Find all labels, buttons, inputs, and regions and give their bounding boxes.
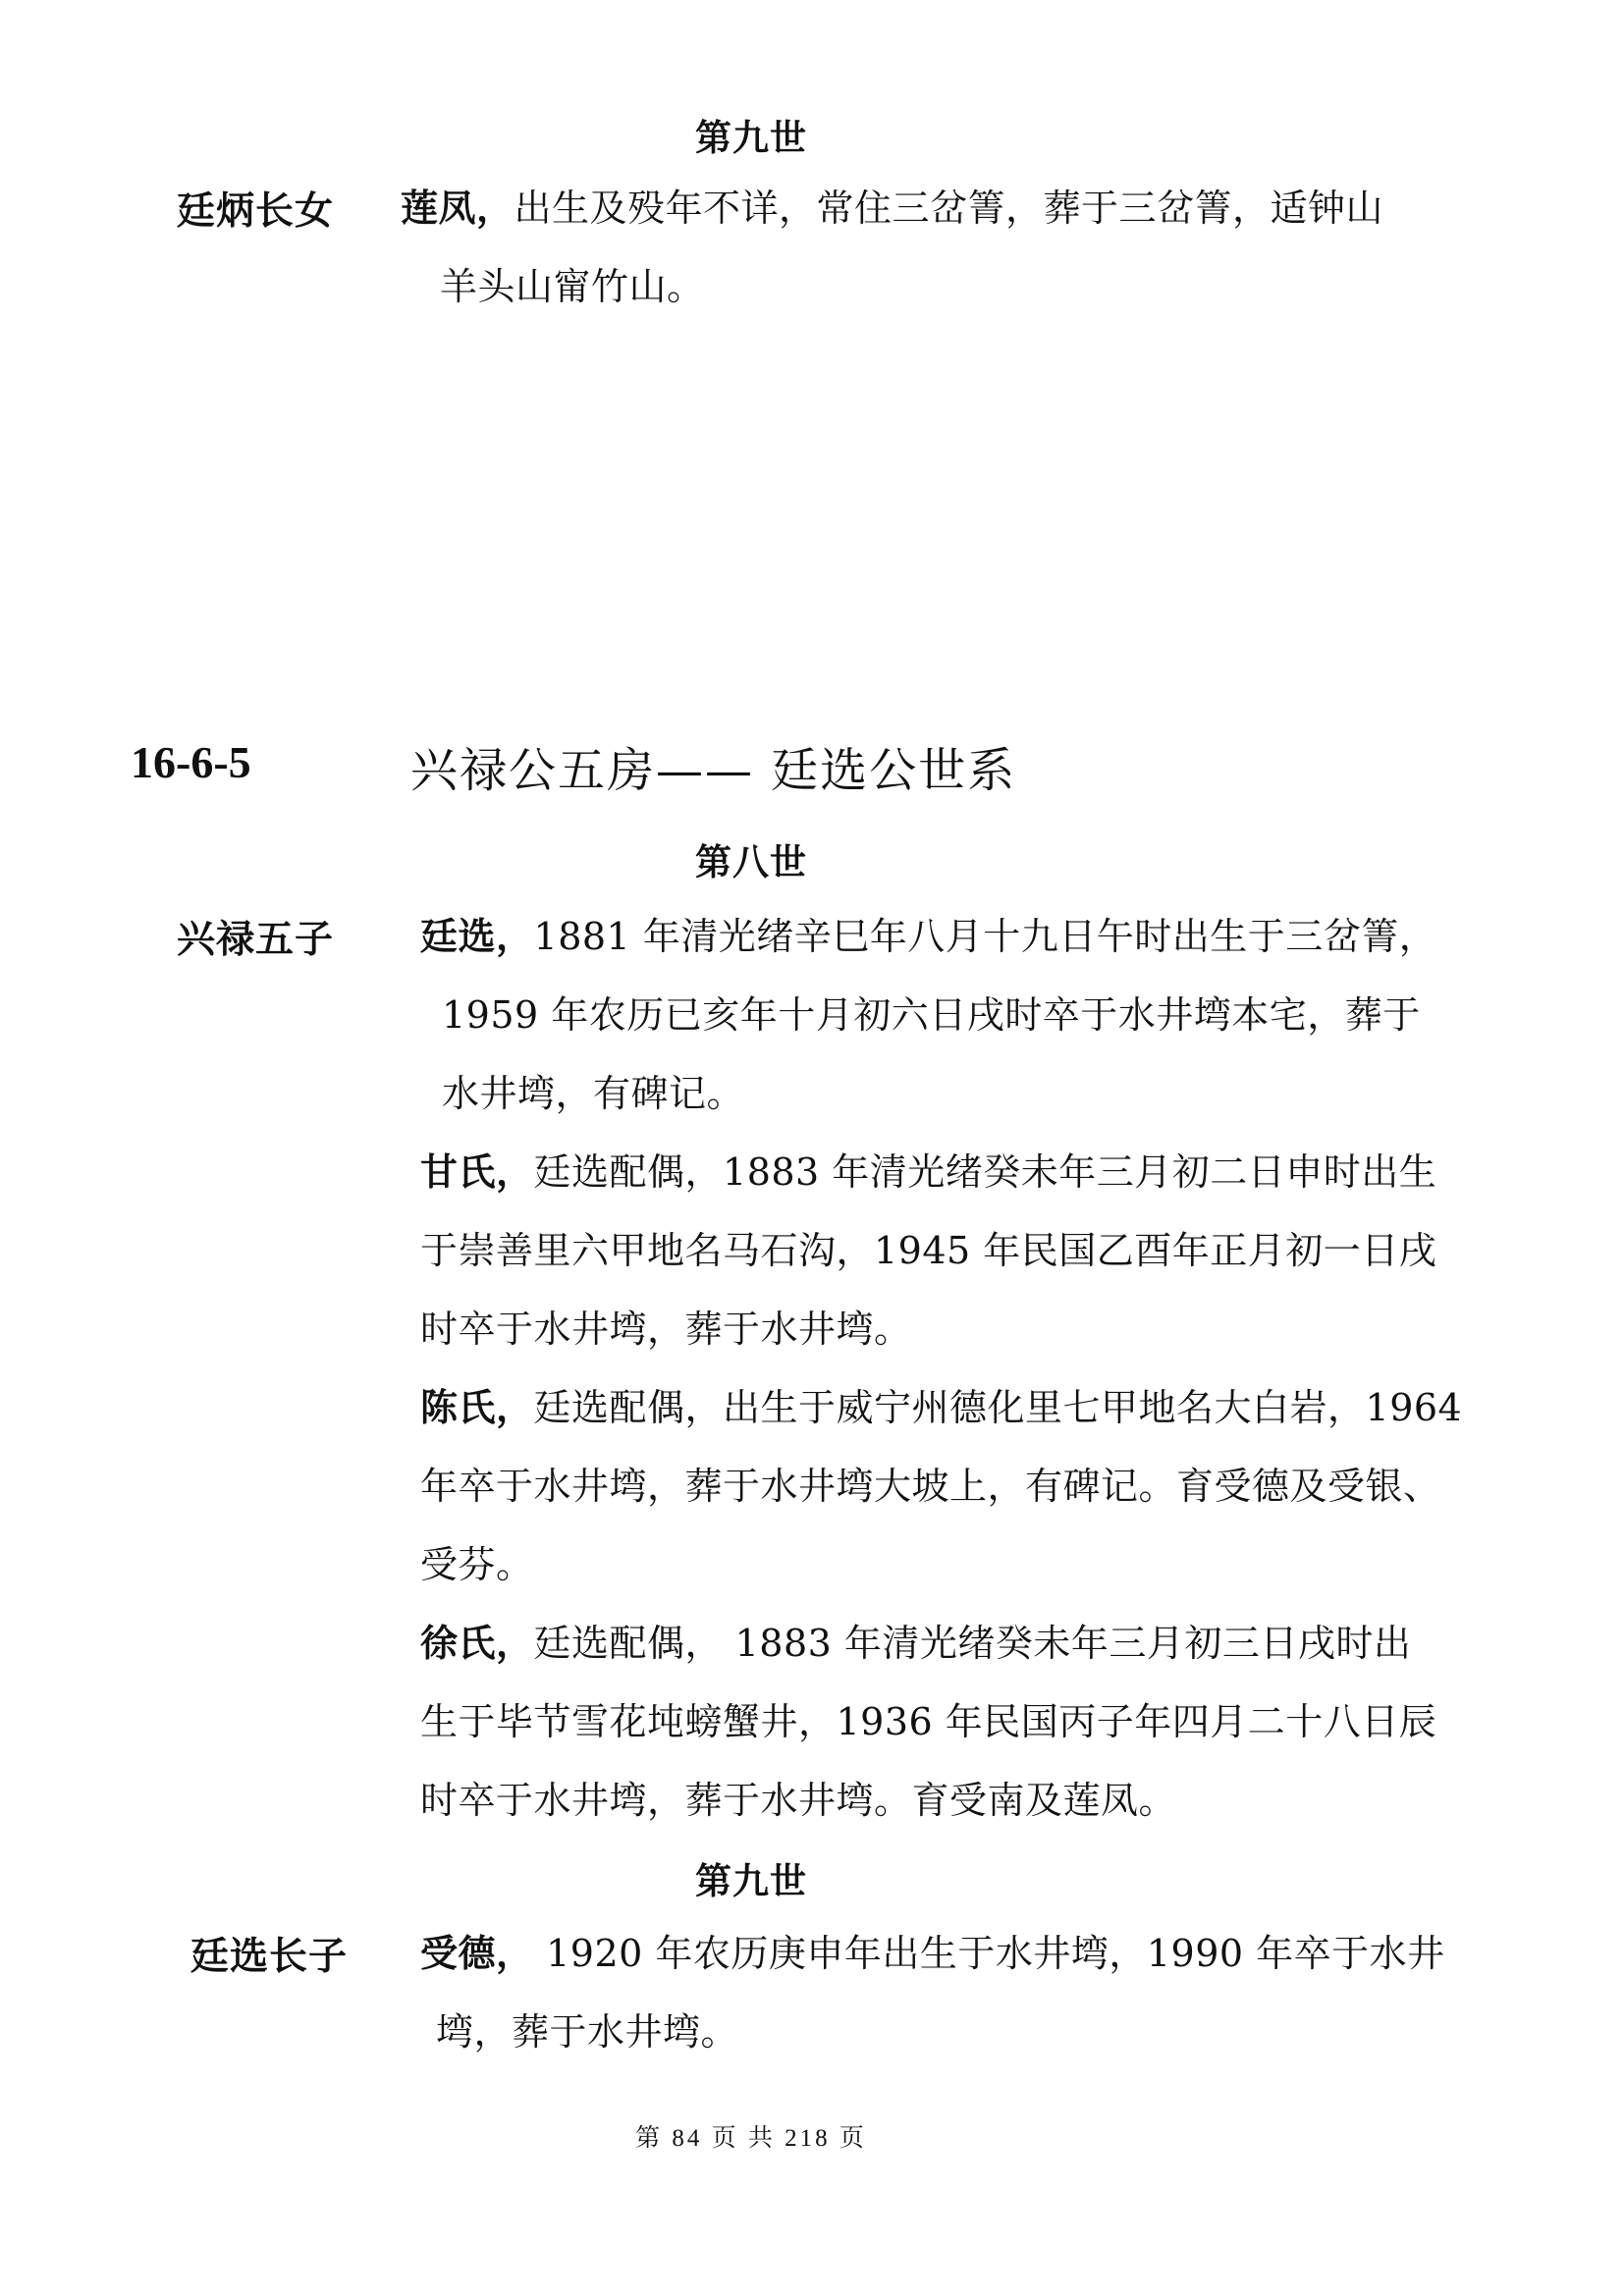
entry-spouse-xu (420, 1604, 1436, 1840)
person-name: 莲凤， (401, 186, 514, 230)
entry-line: 时卒于水井塆，葬于水井塆。育受南及莲凤。 (420, 1779, 1177, 1822)
entry-line: 塆，葬于水井塆。 (436, 2010, 739, 2054)
entry-spouse-gan (420, 1133, 1436, 1368)
page-footer: 第 84 页 共 218 页 (635, 2125, 867, 2152)
person-name: 陈氏， (420, 1385, 534, 1429)
entry-line (420, 1914, 1445, 1993)
entry-line: 于崇善里六甲地名马石沟，1945 年民国乙酉年正月初一日戌 (420, 1229, 1437, 1272)
entry-line (420, 1133, 1436, 1211)
entry-text: 廷选配偶，出生于威宁州德化里七甲地名大白岩，1964 (533, 1386, 1463, 1429)
entry-line: 水井塆，有碑记。 (442, 1072, 745, 1115)
entry-line: 羊头山甯竹山。 (440, 265, 705, 308)
entry-line: 年卒于水井塆，葬于水井塆大坡上，有碑记。育受德及受银、 (420, 1465, 1441, 1508)
generation-heading-9-top: 第九世 (695, 116, 807, 159)
entry-tingxuan (420, 897, 1436, 1133)
section-number: 16-6-5 (131, 737, 251, 787)
person-name: 甘氏， (420, 1149, 534, 1194)
entry-line: 生于毕节雪花坉螃蟹井，1936 年民国丙子年四月二十八日辰 (420, 1700, 1437, 1743)
entry-text: 廷选配偶，1883 年清光绪癸未年三月初二日申时出生 (533, 1150, 1437, 1194)
entry-line (420, 897, 1436, 976)
entry-line (420, 1368, 1462, 1447)
entry-line: 1959 年农历已亥年十月初六日戌时卒于水井塆本宅，葬于 (442, 993, 1421, 1037)
entry-shoude (420, 1914, 1445, 2071)
entry-spouse-chen (420, 1368, 1462, 1604)
person-name: 徐氏， (420, 1621, 534, 1665)
entry-line: 时卒于水井塆，葬于水井塆。 (420, 1308, 912, 1351)
relation-label-tingxuan-eldest-son: 廷选长子 (190, 1934, 349, 1979)
generation-heading-8: 第八世 (695, 840, 807, 883)
relation-label-tingbing-daughter: 廷炳长女 (177, 188, 335, 234)
entry-line: 受芬。 (420, 1543, 534, 1586)
person-name: 廷选， (420, 914, 534, 958)
entry-text: 1881 年清光绪辛巳年八月十九日午时出生于三岔箐， (533, 915, 1437, 958)
generation-heading-9-bottom: 第九世 (695, 1859, 807, 1902)
entry-text: 出生及殁年不详，常住三岔箐，葬于三岔箐，适钟山 (514, 187, 1384, 230)
entry-lianfeng (401, 169, 1383, 326)
entry-text: 1920 年农历庚申年出生于水井塆，1990 年卒于水井 (533, 1932, 1445, 1975)
entry-line (401, 169, 1383, 247)
entry-line (420, 1604, 1436, 1682)
entry-text: 廷选配偶， 1883 年清光绪癸未年三月初三日戌时出 (533, 1622, 1412, 1665)
section-title: 兴禄公五房—— 廷选公世系 (410, 743, 1017, 798)
relation-label-xinglu-fifth-son: 兴禄五子 (177, 917, 335, 962)
person-name: 受德， (420, 1931, 534, 1975)
